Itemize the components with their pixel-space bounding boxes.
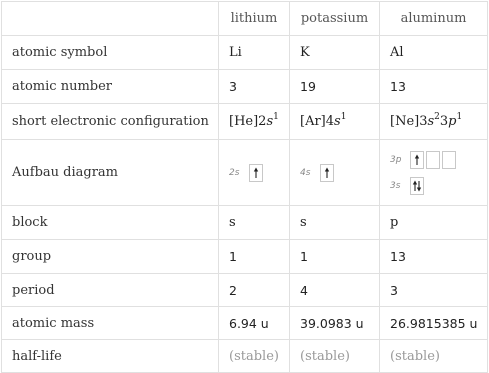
header-corner <box>2 2 219 36</box>
cell-potassium-aufbau <box>290 140 380 206</box>
header-row <box>2 2 488 36</box>
row-label-half-life: half-life <box>2 340 219 373</box>
arrow-head <box>254 167 258 171</box>
aufbau-diagram <box>300 164 336 182</box>
orbital-label: 4s <box>300 167 311 178</box>
arrow-head <box>415 154 419 158</box>
cell-potassium-block: s <box>290 206 380 240</box>
row-label-block: block <box>2 206 219 240</box>
electron-arrows <box>411 178 423 194</box>
cell-potassium-group: 1 <box>290 240 380 274</box>
electron-arrows <box>250 165 262 181</box>
table-row <box>2 36 488 70</box>
row-label-group: group <box>2 240 219 274</box>
table-row <box>2 274 488 307</box>
table-row <box>2 70 488 104</box>
orbital-box <box>410 151 424 169</box>
cell-aluminum-number: 13 <box>380 70 488 104</box>
row-label-aufbau: Aufbau diagram <box>2 140 219 206</box>
element-comparison-table <box>1 1 488 373</box>
cell-lithium-block: s <box>219 206 290 240</box>
orbital-label: 3p <box>390 154 402 165</box>
table-row <box>2 104 488 140</box>
cell-lithium-aufbau <box>219 140 290 206</box>
column-header-lithium: lithium <box>219 2 290 36</box>
arrow-head <box>417 187 421 191</box>
arrow-head <box>413 180 417 184</box>
cell-potassium-config: $[Ar]4s^1$ <box>290 104 380 140</box>
column-header-aluminum: aluminum <box>380 2 488 36</box>
cell-lithium-mass: 6.94 u <box>219 307 290 340</box>
orbital-box <box>320 164 334 182</box>
aufbau-diagram <box>229 164 265 182</box>
orbital-box <box>410 177 424 195</box>
cell-lithium-group: 1 <box>219 240 290 274</box>
cell-lithium-number: 3 <box>219 70 290 104</box>
row-label-atomic-mass: atomic mass <box>2 307 219 340</box>
table-row <box>2 140 488 206</box>
aufbau-diagram-3p <box>390 151 487 169</box>
cell-aluminum-block: p <box>380 206 488 240</box>
cell-aluminum-period: 3 <box>380 274 488 307</box>
cell-aluminum-half-life: (stable) <box>380 340 488 373</box>
orbital-box <box>426 151 440 169</box>
row-label-electron-config: short electronic configuration <box>2 104 219 140</box>
row-label-period: period <box>2 274 219 307</box>
orbital-label: 2s <box>229 167 240 178</box>
cell-potassium-symbol: K <box>290 36 380 70</box>
electron-arrows <box>321 165 333 181</box>
cell-lithium-period: 2 <box>219 274 290 307</box>
cell-aluminum-group: 13 <box>380 240 488 274</box>
orbital-box <box>249 164 263 182</box>
orbital-label: 3s <box>390 180 401 191</box>
cell-potassium-mass: 39.0983 u <box>290 307 380 340</box>
cell-aluminum-mass: 26.9815385 u <box>380 307 488 340</box>
row-label-atomic-number: atomic number <box>2 70 219 104</box>
table-row <box>2 206 488 240</box>
cell-aluminum-aufbau <box>380 140 488 206</box>
cell-aluminum-symbol: Al <box>380 36 488 70</box>
table-row <box>2 307 488 340</box>
aufbau-diagram-3s <box>390 177 487 195</box>
table-row <box>2 340 488 373</box>
table-row <box>2 240 488 274</box>
column-header-potassium: potassium <box>290 2 380 36</box>
electron-arrows <box>411 152 423 168</box>
cell-lithium-config: $[He]2s^1$ <box>219 104 290 140</box>
cell-aluminum-config: $[Ne]3s^23p^1$ <box>380 104 488 140</box>
arrow-head <box>325 167 329 171</box>
orbital-box <box>442 151 456 169</box>
cell-potassium-period: 4 <box>290 274 380 307</box>
cell-potassium-half-life: (stable) <box>290 340 380 373</box>
cell-potassium-number: 19 <box>290 70 380 104</box>
row-label-atomic-symbol: atomic symbol <box>2 36 219 70</box>
cell-lithium-symbol: Li <box>219 36 290 70</box>
cell-lithium-half-life: (stable) <box>219 340 290 373</box>
